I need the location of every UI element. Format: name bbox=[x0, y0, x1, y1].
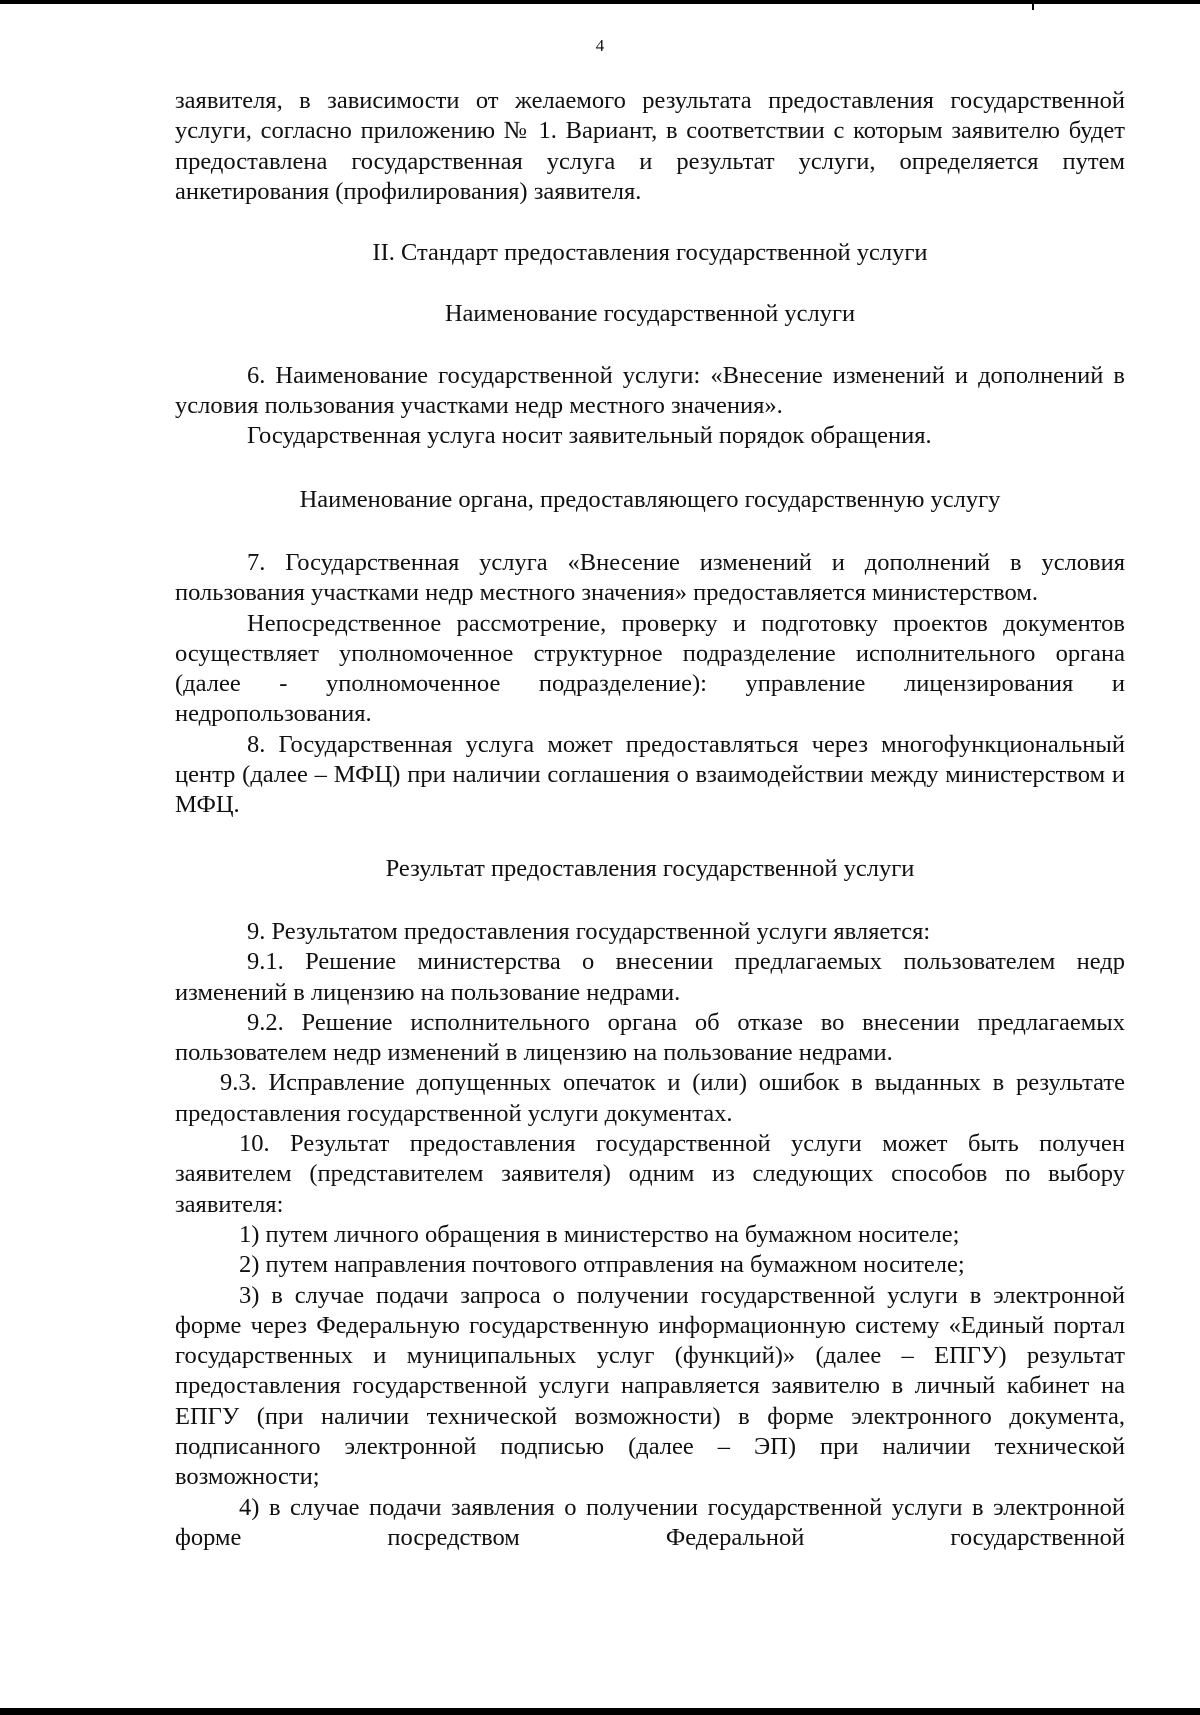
scan-artifact-tick bbox=[1032, 0, 1034, 10]
paragraph-8: 8. Государственная услуга может предоставляться через многофункциональный центр (далее – МФЦ) при наличии соглашения о взаимодействии между министерством и МФЦ. bbox=[175, 730, 1125, 819]
paragraph-9-1: 9.1. Решение министерства о внесении предлагаемых пользователем недр изменений в лицензию на пользование недрами. bbox=[175, 948, 1125, 1006]
section-title: II. Стандарт предоставления государственной услуги bbox=[372, 239, 928, 267]
paragraph-9-2: 9.2. Решение исполнительного органа об отказе во внесении предлагаемых пользователем недр изменений в лицензию на пользование недрами. bbox=[175, 1008, 1125, 1067]
page-number: 4 bbox=[595, 36, 605, 55]
list-item-10-1: 1) путем личного обращения в министерство на бумажном носителе; bbox=[239, 1220, 960, 1248]
document-body bbox=[175, 86, 1125, 1553]
subsection-heading-authority: Наименование органа, предоставляющего государственную услугу bbox=[299, 485, 1001, 513]
scan-border-top bbox=[0, 0, 1200, 4]
subsection-heading-service-name: Наименование государственной услуги bbox=[444, 300, 856, 328]
list-item-10-2: 2) путем направления почтового отправления на бумажном носителе; bbox=[239, 1251, 965, 1279]
list-item-10-4: 4) в случае подачи заявления о получении государственной услуги в электронной форме посредством Федеральной государственной bbox=[175, 1493, 1125, 1551]
subsection-heading-result: Результат предоставления государственной услуги bbox=[385, 854, 915, 882]
paragraph-6: 6. Наименование государственной услуги: «Внесение изменений и дополнений в условия пользования участками недр местного значения». bbox=[175, 361, 1125, 420]
paragraph-10: 10. Результат предоставления государственной услуги может быть получен заявителем (представителем заявителя) одним из следующих способов по выбору заявителя: bbox=[175, 1130, 1125, 1218]
paragraph-9-3: 9.3. Исправление допущенных опечаток и (или) ошибок в выданных в результате предоставления государственной услуги документах. bbox=[175, 1069, 1125, 1127]
paragraph-7: 7. Государственная услуга «Внесение изменений и дополнений в условия пользования участками недр местного значения» предоставляется министерством. bbox=[175, 548, 1125, 607]
paragraph-6b: Государственная услуга носит заявительный порядок обращения. bbox=[247, 422, 932, 450]
list-item-10-3: 3) в случае подачи запроса о получении государственной услуги в электронной форме через Федеральную государственную информационную систему «Единый портал государственных и муниципальных услуг (функций)» (далее – ЕПГУ) результат предоставления государственной услуги направляется заявителю в личный кабинет на ЕПГУ (при наличии технической возможности) в форме электронного документа, подписанного электронной подписью (далее – ЭП) при наличии технической возможности; bbox=[175, 1281, 1125, 1491]
paragraph-9: 9. Результатом предоставления государственной услуги является: bbox=[247, 917, 931, 945]
scan-border-bottom bbox=[0, 1708, 1200, 1715]
intro-paragraph: заявителя, в зависимости от желаемого результата предоставления государственной услуги, согласно приложению № 1. Вариант, в соответствии с которым заявителю будет предоставлена государственная услуга и результат услуги, определяется путем анкетирования (профилирования) заявителя. bbox=[175, 87, 1125, 205]
paragraph-7b: Непосредственное рассмотрение, проверку и подготовку проектов документов осуществляет уполномоченное структурное подразделение исполнительного органа (далее - уполномоченное подразделение): управление лицензирования и недропользования. bbox=[175, 609, 1125, 728]
